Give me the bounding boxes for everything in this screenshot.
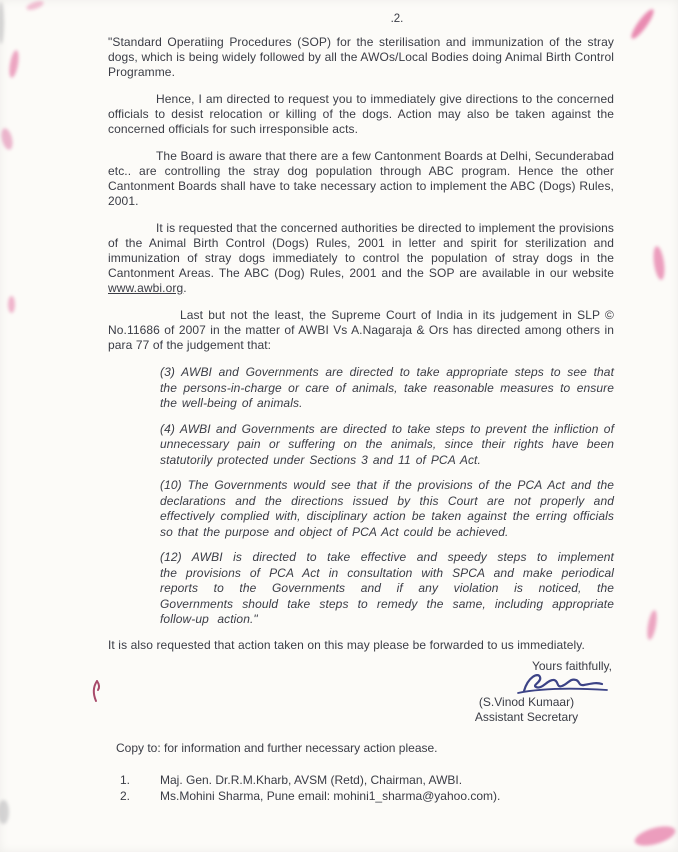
- scan-mark-right-upper-pink: [652, 245, 667, 280]
- page-number: .2.: [390, 13, 404, 25]
- judgement-quote-10: (10) The Governments would see that if the provisions of the PCA Act and the declarations and the directions issued by this Court are not properly and effectively complied with, disciplinary action be taken against the erring officials so that the purpose and object of PCA Act could be achieved.: [160, 478, 614, 539]
- paragraph-sop: "Standard Operatiing Procedures (SOP) for the sterilisation and immunization of the stray dogs, which is being widely followed by all the AWOs/Local Bodies doing Animal Birth Control Programme.: [108, 35, 614, 79]
- letter-body: [108, 12, 614, 804]
- list-number: 2.: [120, 788, 131, 803]
- judgement-quote-4: (4) AWBI and Governments are directed to take steps to prevent the infliction of unnecessary pain or suffering on the animals, since their rights have been statutorily protected under Sections 3 and 11 of PCA Act.: [160, 421, 614, 467]
- list-text: Maj. Gen. Dr.R.M.Kharb, AVSM (Retd), Chairman, AWBI.: [160, 772, 463, 787]
- paragraph-supreme-court: Last but not the least, the Supreme Court of India in its judgement in SLP © No.11686 of 2007 in the matter of AWBI Vs A.Nagaraja & Ors has directed among others in para 77 of the judgement that:: [108, 308, 614, 352]
- scan-smudge-bottom-left-gray: [0, 800, 9, 824]
- scan-mark-top-left-pink: [25, 0, 44, 12]
- paragraph-directions-request: Hence, I am directed to request you to immediately give directions to the concerned officials to desist relocation or killing of the dogs. Action may also be taken against the concerned officials for such irresponsible acts.: [108, 92, 614, 136]
- paragraph-cantonment-boards: The Board is aware that there are a few Cantonment Boards at Delhi, Secunderabad etc.. are controlling the stray dog population through ABC program. Hence the other Cantonment Boards shall have to take necessary action to implement the ABC (Dogs) Rules, 2001.: [108, 149, 614, 208]
- paragraph-text: .: [183, 281, 187, 295]
- awbi-website-link[interactable]: www.awbi.org: [108, 281, 184, 295]
- list-item: [120, 788, 614, 804]
- pen-mark: [88, 678, 104, 704]
- list-item: [120, 772, 614, 788]
- closing-request: It is also requested that action taken on this may please be forwarded to us immediately.: [108, 637, 585, 652]
- copy-to-list: [120, 772, 614, 804]
- scan-mark-left-upper-pink: [8, 50, 21, 79]
- signature-area: [439, 671, 610, 697]
- scan-smudge-top-left-gray: [0, 2, 4, 44]
- judgement-quote-12: (12) AWBI is directed to take effective and speedy steps to implement the provisions of PCA Act in consultation with SPCA and make periodical reports to the Governments and if any violation is noticed, the Governments should take steps to remedy the same, including appropriate follow-up action.": [160, 550, 614, 626]
- copy-to-heading: Copy to: for information and further necessary action please.: [116, 740, 438, 755]
- signatory-name: (S.Vinod Kumaar): [478, 694, 575, 709]
- judgement-quote-3: (3) AWBI and Governments are directed to take appropriate steps to see that the persons-in-charge or care of animals, take reasonable measures to ensure the well-being of animals.: [160, 365, 614, 410]
- signatory-title: Assistant Secretary: [474, 709, 579, 724]
- signoff-block: [439, 659, 614, 725]
- scan-mark-bottom-right-pink: [633, 823, 678, 850]
- scan-mark-left-mid-pink: [0, 127, 15, 151]
- list-text: Ms.Mohini Sharma, Pune email: mohini1_sharma@yahoo.com).: [160, 788, 501, 803]
- paragraph-abc-rules: [108, 221, 614, 296]
- paragraph-text: It is requested that the concerned authorities be directed to implement the provisions of the Animal Birth Control (Dogs) Rules, 2001 in letter and spirit for sterilization and immunization of stray dogs immediately to control the population of stray dogs in the Cantonment Areas. The ABC (Dog) Rules, 2001 and the SOP are available in our website: [108, 221, 614, 280]
- scan-mark-left-lower-pink: [8, 296, 15, 313]
- valediction: Yours faithfully,: [531, 658, 612, 673]
- scan-mark-right-lower-pink: [645, 610, 658, 641]
- list-number: 1.: [120, 772, 131, 787]
